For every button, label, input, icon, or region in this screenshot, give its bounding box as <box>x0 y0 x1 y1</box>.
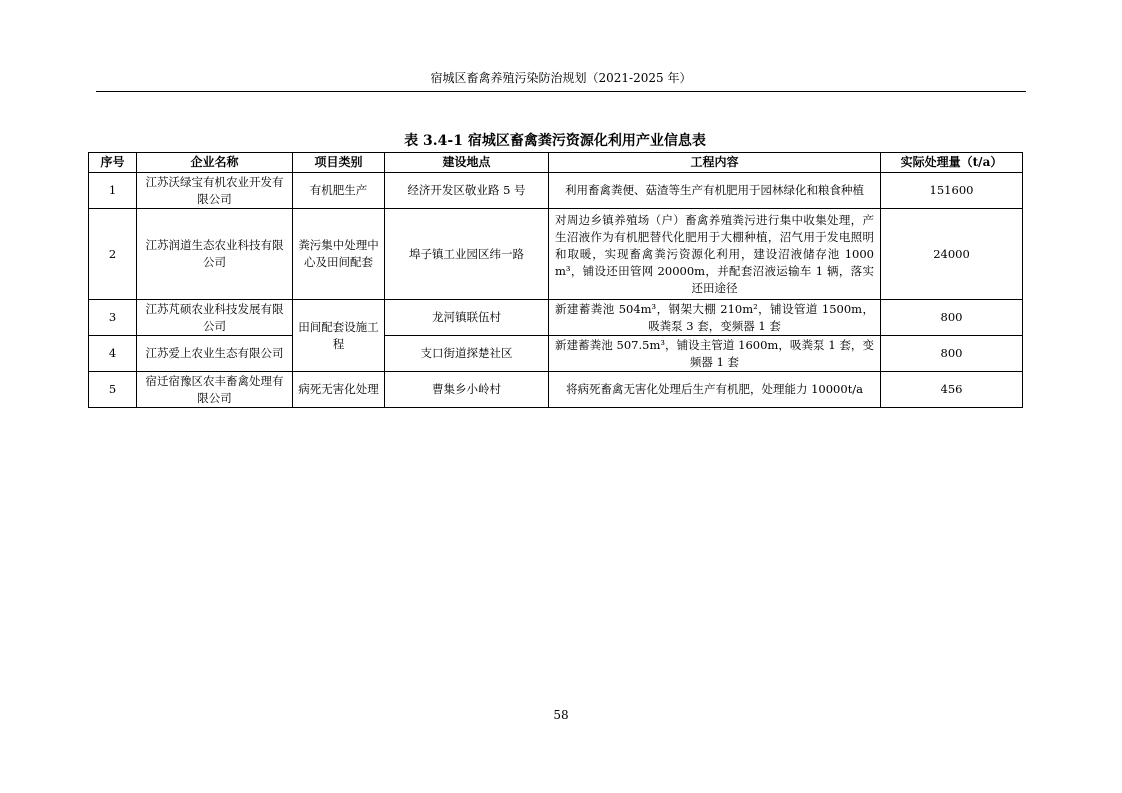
cell-amount: 800 <box>881 300 1023 336</box>
cell-company: 江苏沃绿宝有机农业开发有限公司 <box>137 173 293 209</box>
cell-company: 江苏润道生态农业科技有限公司 <box>137 209 293 300</box>
table-row <box>89 372 1023 408</box>
col-header-category: 项目类别 <box>293 153 385 173</box>
table-row <box>89 173 1023 209</box>
cell-content: 将病死畜禽无害化处理后生产有机肥，处理能力 10000t/a <box>549 372 881 408</box>
table-row <box>89 336 1023 372</box>
cell-category: 田间配套设施工程 <box>293 300 385 372</box>
cell-amount: 24000 <box>881 209 1023 300</box>
cell-location: 支口街道探楚社区 <box>385 336 549 372</box>
cell-location: 龙河镇联伍村 <box>385 300 549 336</box>
cell-no: 5 <box>89 372 137 408</box>
cell-location: 曹集乡小岭村 <box>385 372 549 408</box>
info-table <box>88 152 1023 408</box>
cell-no: 2 <box>89 209 137 300</box>
col-header-content: 工程内容 <box>549 153 881 173</box>
cell-amount: 151600 <box>881 173 1023 209</box>
header-rule <box>96 91 1026 92</box>
col-header-amount: 实际处理量（t/a） <box>881 153 1023 173</box>
cell-company: 宿迁宿豫区农丰畜禽处理有限公司 <box>137 372 293 408</box>
table-row <box>89 209 1023 300</box>
page-number: 58 <box>553 708 569 722</box>
cell-content: 新建蓄粪池 507.5m³，铺设主管道 1600m，吸粪泵 1 套，变频器 1 套 <box>549 336 881 372</box>
cell-category: 有机肥生产 <box>293 173 385 209</box>
cell-category: 粪污集中处理中心及田间配套 <box>293 209 385 300</box>
cell-category: 病死无害化处理 <box>293 372 385 408</box>
cell-company: 江苏爱上农业生态有限公司 <box>137 336 293 372</box>
cell-content: 新建蓄粪池 504m³，钢架大棚 210m²，铺设管道 1500m，吸粪泵 3 套，变频器 1 套 <box>549 300 881 336</box>
col-header-no: 序号 <box>89 153 137 173</box>
cell-amount: 456 <box>881 372 1023 408</box>
cell-no: 4 <box>89 336 137 372</box>
cell-content: 对周边乡镇养殖场（户）畜禽养殖粪污进行集中收集处理，产生沼液作为有机肥替代化肥用于大棚种植，沼气用于发电照明和取暖，实现畜禽粪污资源化利用，建设沼液储存池 1000 m³，铺设还田管网 20000m，并配套沼液运输车 1 辆，落实还田途径 <box>549 209 881 300</box>
table-row <box>89 300 1023 336</box>
col-header-company: 企业名称 <box>137 153 293 173</box>
cell-company: 江苏芃硕农业科技发展有限公司 <box>137 300 293 336</box>
table-header-row <box>89 153 1023 173</box>
page-header-title: 宿城区畜禽养殖污染防治规划（2021-2025 年） <box>430 71 692 85</box>
cell-location: 经济开发区敬业路 5 号 <box>385 173 549 209</box>
cell-no: 3 <box>89 300 137 336</box>
cell-amount: 800 <box>881 336 1023 372</box>
cell-content: 利用畜禽粪便、菇渣等生产有机肥用于园林绿化和粮食种植 <box>549 173 881 209</box>
col-header-location: 建设地点 <box>385 153 549 173</box>
cell-location: 埠子镇工业园区纬一路 <box>385 209 549 300</box>
cell-no: 1 <box>89 173 137 209</box>
table-caption: 表 3.4-1 宿城区畜禽粪污资源化利用产业信息表 <box>404 133 706 149</box>
